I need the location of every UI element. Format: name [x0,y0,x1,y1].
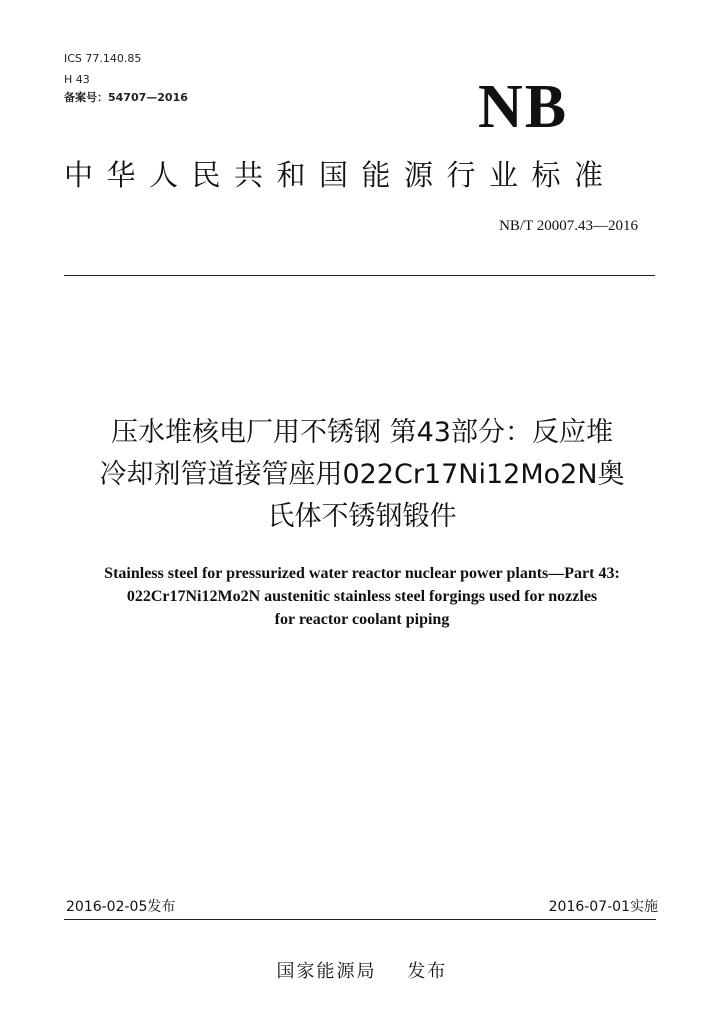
english-title [20,562,704,631]
ics-code: ICS 77.140.85 [64,52,142,65]
classification-code: H 43 [64,73,90,86]
chinese-title [20,412,704,538]
header-divider [64,275,655,276]
record-number: 备案号：54707—2016 [64,91,188,104]
issue-date: 2016-02-05发布 [66,899,176,915]
chinese-title-line-1: 压水堆核电厂用不锈钢 第43部分：反应堆 [111,417,613,448]
nb-logo: NB [478,73,569,141]
english-title-line-2: 022Cr17Ni12Mo2N austenitic stainless steel forgings used for nozzles [126,588,598,605]
publisher: 国家能源局 发布 [276,961,448,982]
implementation-date: 2016-07-01实施 [548,899,658,915]
chinese-title-line-3: 氏体不锈钢锻件 [267,501,457,532]
standard-type-heading: 中华人民共和国能源行业标准 [64,158,617,192]
footer-divider [64,919,656,920]
chinese-title-line-2: 冷却剂管道接管座用022Cr17Ni12Mo2N奥 [99,459,625,490]
english-title-line-3: for reactor coolant piping [274,611,450,628]
english-title-line-1: Stainless steel for pressurized water reactor nuclear power plants—Part 43: [104,565,620,582]
standard-number: NB/T 20007.43—2016 [499,218,638,234]
